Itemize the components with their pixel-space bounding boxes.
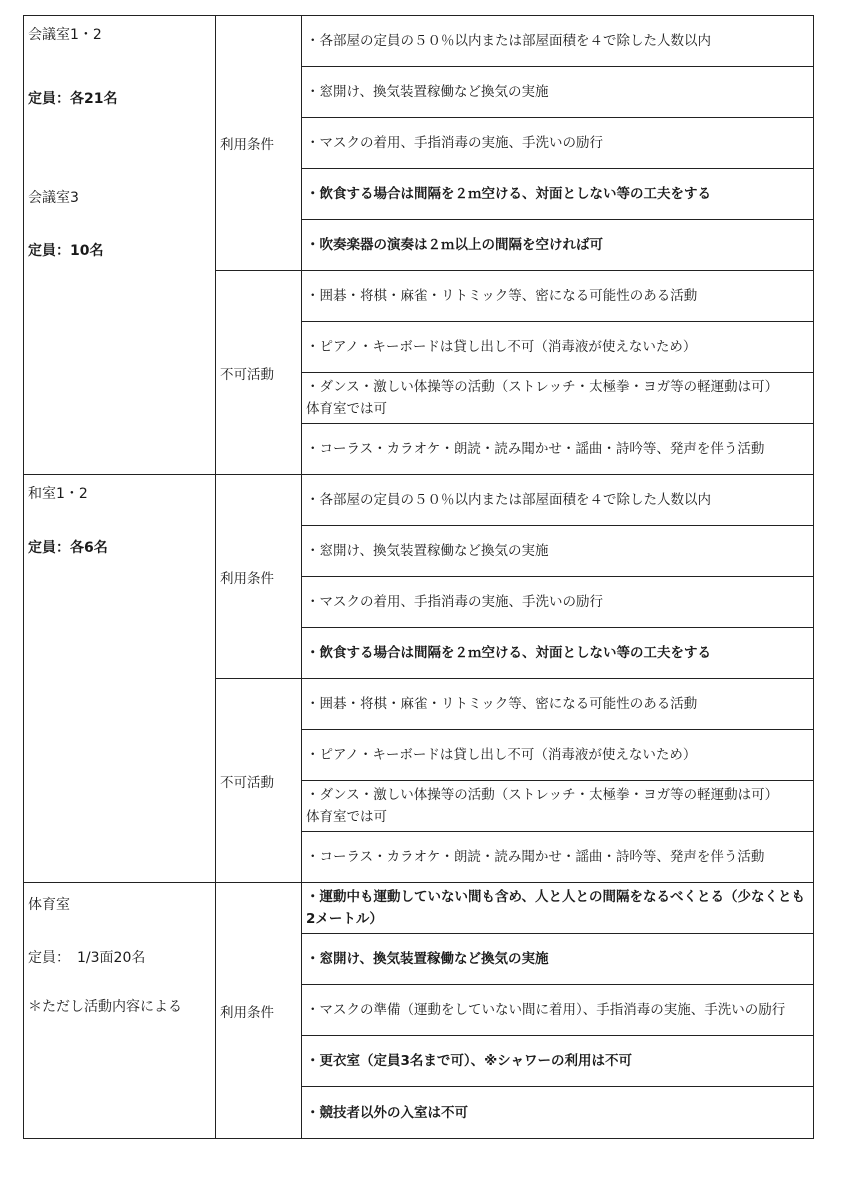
rule-item: ・窓開け、換気装置稼働など換気の実施 (302, 526, 814, 577)
rule-item: ・コーラス・カラオケ・朗読・読み聞かせ・謡曲・詩吟等、発声を伴う活動 (302, 424, 814, 475)
category-label: 不可活動 (216, 271, 302, 475)
rule-item: ・窓開け、換気装置稼働など換気の実施 (302, 934, 814, 985)
room-info-line: 会議室3 (28, 190, 79, 206)
rule-item: ・吹奏楽器の演奏は２ｍ以上の間隔を空ければ可 (302, 220, 814, 271)
room-info-line: 定員：10名 (28, 243, 104, 259)
rule-item: ・競技者以外の入室は不可 (302, 1087, 814, 1139)
table-row (24, 883, 814, 934)
category-label: 利用条件 (216, 16, 302, 271)
room-info-line: 和室1・2 (28, 486, 88, 502)
rule-item: ・ダンス・激しい体操等の活動（ストレッチ・太極拳・ヨガ等の軽運動は可） 体育室では可 (302, 781, 814, 832)
rule-item: ・囲碁・将棋・麻雀・リトミック等、密になる可能性のある活動 (302, 271, 814, 322)
rule-item: ・窓開け、換気装置稼働など換気の実施 (302, 67, 814, 118)
rule-item: ・ピアノ・キーボードは貸し出し不可（消毒液が使えないため） (302, 322, 814, 373)
rule-item: ・運動中も運動していない間も含め、人と人との間隔をなるべくとる（少なくとも2メートル） (302, 883, 814, 934)
rule-item: ・コーラス・カラオケ・朗読・読み聞かせ・謡曲・詩吟等、発声を伴う活動 (302, 832, 814, 883)
room-info-line: 会議室1・2 (28, 27, 102, 43)
room-info-line: 定員： 1/3面20名 (28, 950, 146, 966)
room-cell (24, 475, 216, 883)
room-info-line: 定員：各21名 (28, 91, 118, 107)
rule-item: ・ダンス・激しい体操等の活動（ストレッチ・太極拳・ヨガ等の軽運動は可） 体育室では可 (302, 373, 814, 424)
rule-item: ・更衣室（定員3名まで可）、※シャワーの利用は不可 (302, 1036, 814, 1087)
room-cell (24, 883, 216, 1139)
rule-item: ・各部屋の定員の５０％以内または部屋面積を４で除した人数以内 (302, 475, 814, 526)
rule-item: ・飲食する場合は間隔を２ｍ空ける、対面としない等の工夫をする (302, 169, 814, 220)
room-cell (24, 16, 216, 475)
facility-rules-table (23, 15, 814, 1139)
category-label: 不可活動 (216, 679, 302, 883)
room-info-line: 体育室 (28, 897, 70, 913)
category-label: 利用条件 (216, 475, 302, 679)
rule-item: ・マスクの準備（運動をしていない間に着用）、手指消毒の実施、手洗いの励行 (302, 985, 814, 1036)
room-info-line: 定員：各6名 (28, 540, 108, 556)
table-row (24, 475, 814, 526)
category-label: 利用条件 (216, 883, 302, 1139)
rule-item: ・各部屋の定員の５０％以内または部屋面積を４で除した人数以内 (302, 16, 814, 67)
rule-item: ・飲食する場合は間隔を２ｍ空ける、対面としない等の工夫をする (302, 628, 814, 679)
table-row (24, 16, 814, 67)
room-info-line: ＊ただし活動内容による (28, 999, 182, 1015)
rule-item: ・囲碁・将棋・麻雀・リトミック等、密になる可能性のある活動 (302, 679, 814, 730)
rule-item: ・マスクの着用、手指消毒の実施、手洗いの励行 (302, 118, 814, 169)
rule-item: ・マスクの着用、手指消毒の実施、手洗いの励行 (302, 577, 814, 628)
rule-item: ・ピアノ・キーボードは貸し出し不可（消毒液が使えないため） (302, 730, 814, 781)
